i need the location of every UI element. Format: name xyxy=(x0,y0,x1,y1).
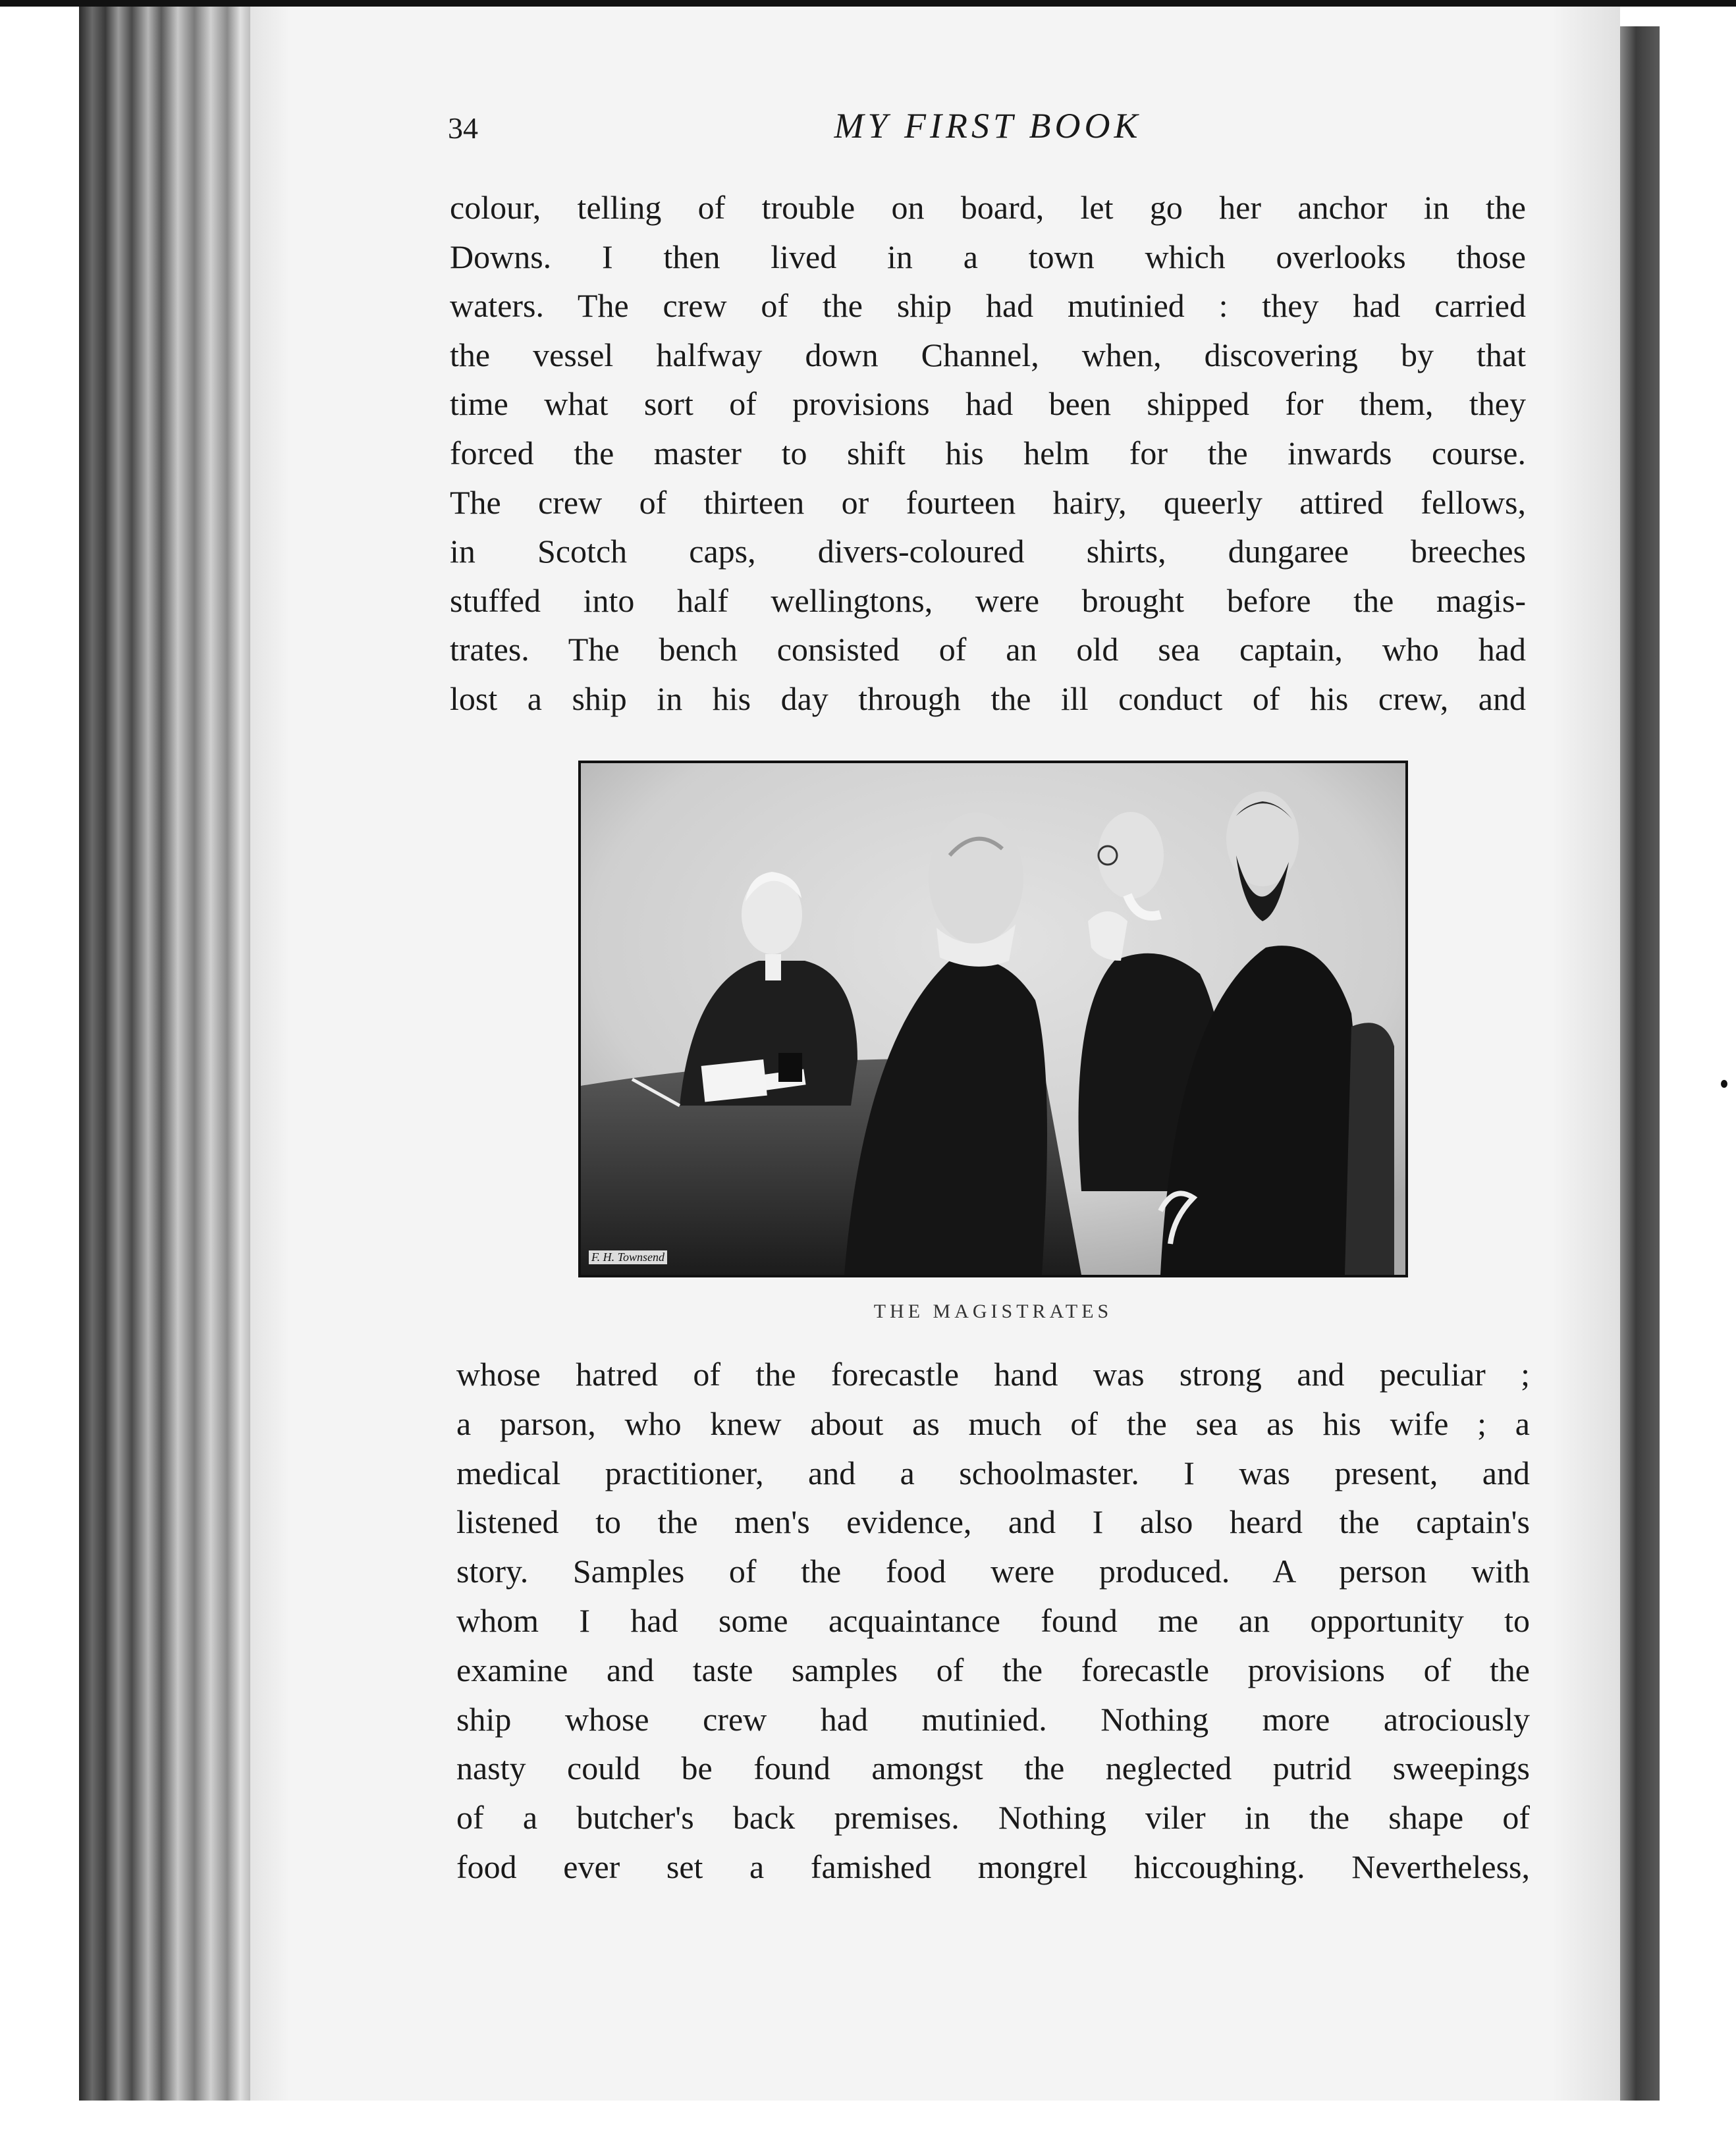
scan-speck xyxy=(1721,1080,1727,1088)
text-line: forced the master to shift his helm for the inwards course. xyxy=(450,434,1526,471)
illustration-caption: THE MAGISTRATES xyxy=(873,1300,1113,1322)
paper xyxy=(701,1059,767,1102)
text-line: waters. The crew of the ship had mutinied : they had carried xyxy=(450,287,1526,325)
text-line: examine and taste samples of the forecastle provisions of the xyxy=(456,1651,1530,1688)
text-line: lost a ship in his day through the ill conduct of his crew, and xyxy=(450,680,1526,717)
text-line: trates. The bench consisted of an old sea captain, who had xyxy=(450,631,1526,668)
text-line: nasty could be found amongst the neglected putrid sweepings xyxy=(456,1750,1530,1787)
scan-top-edge xyxy=(0,0,1736,7)
book-right-edge xyxy=(1620,26,1660,2101)
book-page-edges xyxy=(79,7,250,2101)
page-number: 34 xyxy=(448,111,478,145)
scan-margin-right xyxy=(1660,13,1736,2144)
text-line: colour, telling of trouble on board, let go her anchor in the xyxy=(450,189,1526,226)
text-line: a parson, who knew about as much of the sea as his wife ; a xyxy=(456,1405,1530,1442)
illustration-drawing xyxy=(581,763,1405,1275)
running-title: MY FIRST BOOK xyxy=(834,106,1142,146)
text-line: Downs. I then lived in a town which overlooks those xyxy=(450,238,1526,275)
text-line: whom I had some acquaintance found me an opportunity to xyxy=(456,1601,1530,1639)
text-line: The crew of thirteen or fourteen hairy, queerly attired fellows, xyxy=(450,483,1526,521)
body-text-bottom xyxy=(456,1350,1530,1892)
running-head xyxy=(448,105,1528,151)
text-line: story. Samples of the food were produced. A person with xyxy=(456,1553,1530,1590)
text-line: the vessel halfway down Channel, when, discovering by that xyxy=(450,336,1526,373)
body-text-top xyxy=(450,183,1526,724)
inkwell xyxy=(778,1053,802,1082)
text-line: medical practitioner, and a schoolmaster. I was present, and xyxy=(456,1454,1530,1491)
text-line: listened to the men's evidence, and I also heard the captain's xyxy=(456,1503,1530,1541)
text-line: ship whose crew had mutinied. Nothing more atrociously xyxy=(456,1700,1530,1738)
text-line: stuffed into half wellingtons, were brought before the magis- xyxy=(450,581,1526,619)
text-line: whose hatred of the forecastle hand was strong and peculiar ; xyxy=(456,1356,1530,1393)
illustration-signature: F. H. Townsend xyxy=(589,1250,667,1264)
text-line: time what sort of provisions had been shipped for them, they xyxy=(450,385,1526,423)
text-line: in Scotch caps, divers-coloured shirts, dungaree breeches xyxy=(450,533,1526,570)
text-line: of a butcher's back premises. Nothing viler in the shape of xyxy=(456,1799,1530,1836)
illustration-magistrates xyxy=(578,761,1408,1277)
chair xyxy=(1345,1023,1394,1275)
text-line: food ever set a famished mongrel hiccoughing. Nevertheless, xyxy=(456,1848,1530,1885)
